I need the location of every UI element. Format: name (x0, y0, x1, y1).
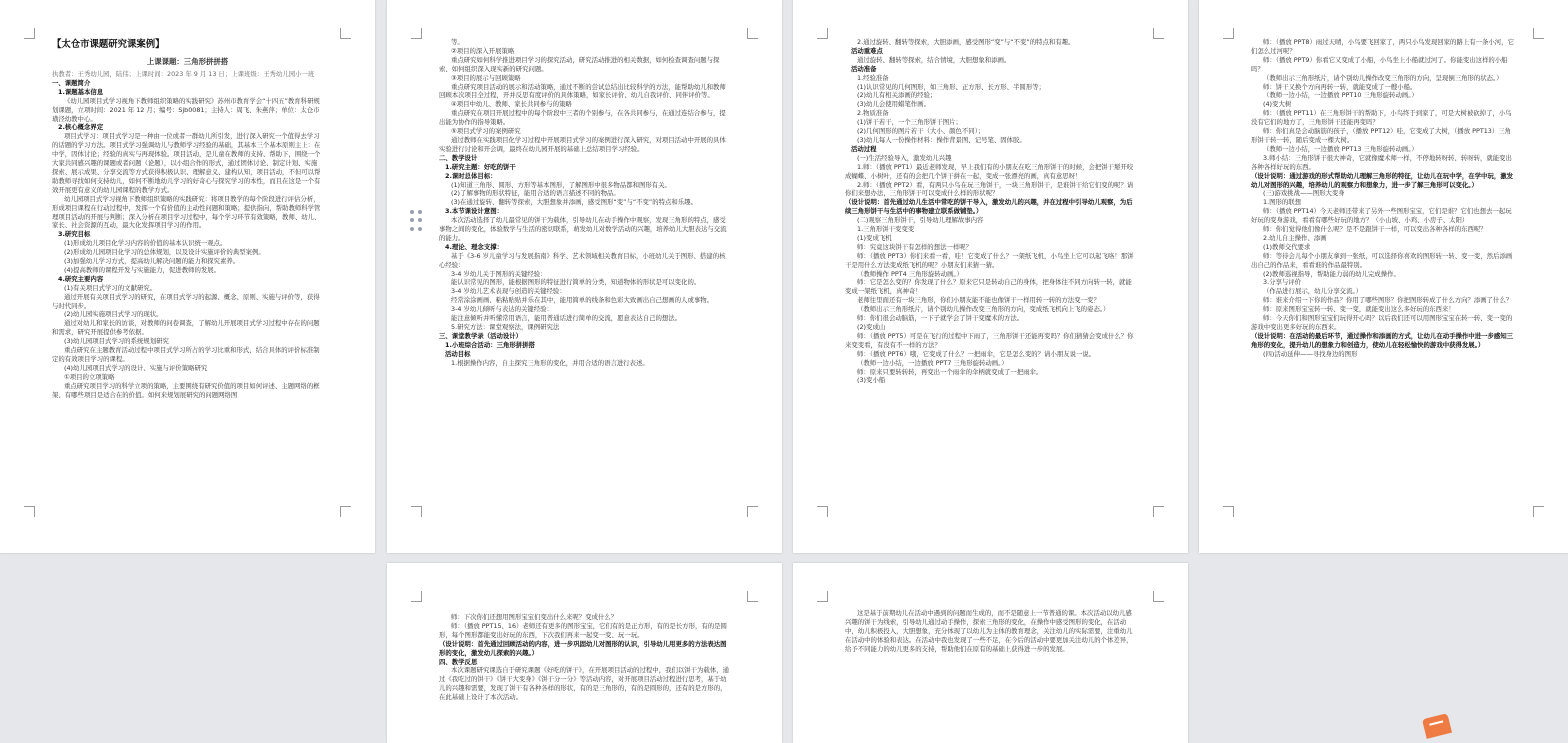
paragraph: (1)教师交代要求 (1263, 242, 1311, 251)
paragraph: 4.研究主要内容 (58, 274, 104, 283)
paragraph: (三)游戏挑战——图形大变身 (1263, 189, 1345, 198)
paragraph: 师：（播放 PPT8）雨过天晴，小鸟要飞回家了，两只小鸟发现回家的路上有一条小河，它们怎么过河呢？ (1251, 38, 1514, 55)
paragraph: 师：原来只要转转转，再变出一个雨伞的伞柄就变成了一把雨伞。 (857, 367, 1043, 376)
paragraph: 师：它是怎么变的？你发现了什么？原来它只是转动自己的身体，把身体往不同方向转一转，就能变成一架纸飞机，真神奇！ (845, 278, 1132, 296)
paragraph: 1.图形的联想 (1263, 198, 1302, 207)
paragraph: (3)幼儿会使用蜡笔作画。 (857, 100, 930, 109)
paragraph: 师：等待会儿每个小朋友拿到一张纸，可以选择你喜欢的图形转一转、变一变，然后添画出自己的作品来，看看谁的作品最特别。 (1251, 251, 1513, 269)
paragraph: 3-4 岁幼儿关于图形的关键经验： (451, 269, 547, 278)
paragraph: 能注意倾听并听懂常用语言，能用普通话进行简单的交流，愿意表达自己的想法。 (451, 314, 682, 323)
paragraph: (2)形成幼儿园项目化学习的总体规划，以及设计实施评价的典型案例。 (64, 248, 265, 257)
paragraph: 四、教学反思 (439, 657, 478, 666)
paragraph: (4)提高教师的课程开发与实施能力，促进教师的发展。 (64, 265, 221, 274)
paragraph: (四)活动延伸——寻找身边的图形 (1263, 349, 1358, 358)
paragraph: 通过教师在实践项目化学习过程中开展项目式学习的案例进行深入研究，对项目活动中开展的具体实验进行讨论和开会调，最终在幼儿园开展的基础上总结项目学习经验。 (439, 135, 726, 153)
paragraph: 三、课堂教学录（活动设计） (439, 331, 523, 340)
paragraph: 经常涂涂画画、粘粘贴贴并乐在其中，能用简单的线条和色彩大致画出自己想画的人或事物。 (451, 296, 714, 305)
paragraph: 师：（播放 PPT11）在三角形饼干的帮助下，小鸟终于到家了，可是大树被砍掉了，小鸟没有它们的地方了，三角形饼干还能再变吗？ (1251, 109, 1512, 127)
paragraph: 二、教学设计 (439, 153, 478, 162)
paragraph: (3)幼儿园项目式学习的系统规划研究 (64, 337, 169, 346)
paragraph: （设计说明：在活动的最后环节，通过操作和添画的方式，让幼儿在动手操作中进一步感知三角形的变化，提升幼儿的想象力和创造力，使幼儿在轻松愉快的游戏中获得发展。） (1251, 331, 1514, 349)
paragraph: （教师操作 PPT4 三角形旋转动画。） (857, 269, 964, 278)
paragraph: 上课课题：三角形拼拼搭 (146, 57, 229, 66)
paragraph: 师：（播放 PPT14）今天老师还带来了另外一些图形宝宝，它们是谁？它们也想去一起玩好玩的变身游戏，看看有哪些好玩的地方？（小山坡、小鸡、小房子、太阳） (1251, 207, 1512, 225)
paragraph: （作品进行展示，幼儿分享交流。） (1263, 287, 1363, 296)
paragraph: （教师一边小结，一边播放 PPT13 三角形旋转动画。） (1263, 144, 1418, 153)
paragraph: 1.师：（播放 PPT1）最近老师发现，早上我们有的小朋友在吃三角形饼干的时候，会把饼干掰开咬成蝴蝶、小树叶，还有的会把几个饼干拼在一起，变成一张漂亮的画，真有意思呀！ (845, 162, 1134, 180)
paragraph: (3)加强幼儿学习方式，提高幼儿解决问题的能力和探究素养。 (64, 257, 240, 266)
page-content (439, 613, 730, 702)
paragraph: (二)观察三角形饼干，引导幼儿理解故事内容 (857, 216, 984, 225)
page-content (845, 609, 1136, 654)
document-page-6 (793, 563, 1188, 743)
paragraph: 活动准备 (851, 64, 877, 73)
paragraph: ④项目中幼儿、教师、家长共同参与的策略 (451, 100, 572, 109)
paragraph: 3-4 岁幼儿倾听与表达的关键经验： (451, 305, 553, 314)
paragraph: （设计说明：首先通过回顾活动的内容，进一步巩固幼儿对图形的认识，引导幼儿用更多的方法表达图形的变化，激发幼儿探索的兴趣。） (439, 639, 727, 657)
drag-handle-icon[interactable] (410, 210, 422, 232)
floating-app-icon[interactable] (1422, 713, 1452, 739)
paragraph: 老师往里面还有一块三角形，你们小朋友能不能也像饼干一样用转一转的方法变一变？ (857, 296, 1100, 305)
paragraph: (2)几何图形的图片若干（大小、颜色不同）； (857, 127, 985, 136)
paragraph: 3.本节课设计意图： (445, 207, 503, 216)
paragraph: 1.三角形饼干变变变 (857, 225, 915, 234)
paragraph: 师：今天你们和图形宝宝们玩得开心吗？以后我们还可以用图形宝宝在转一转、变一变的游戏中变出更多好玩的东西来。 (1251, 314, 1513, 331)
paragraph: 师：（播放 PPT6）哦，它变成了什么？一把雨伞，它是怎么变的？请小朋友说一说。 (857, 349, 1096, 358)
paragraph: 重点研究项目学习的科学立项的策略，主要围绕有研究价值的项目如何评述、主题网络的框架、有哪些项目是适合在的价值。如何来规划展研究的问题网络图 (52, 381, 320, 399)
paragraph: (1)认识常见的几何图形，如三角形、正方形、长方形、半圆形等； (857, 82, 1045, 91)
paragraph: ⑤项目式学习的案例研究 (451, 127, 521, 136)
paragraph: 师：你们真是会动脑筋的孩子，（播放 PPT12）哇，它变成了大树，（播放 PPT13）三角形饼干转一转，随后变成一棵大树。 (1251, 127, 1512, 144)
paragraph: 能认识常见的图形，能根据图形的特征进行简单的分类，知道物体的形状是可以变化的。 (451, 278, 701, 287)
paragraph: 项目式学习：项目式学习是一种由一位或者一群幼儿所引发，进行深入研究一个值得去学习的话题的学习方法。项目式学习强调幼儿与教师学习经验的基础，其基本三个基本原则主上：在中学，因体讨论；经验的真实与再现体验。项目活动，是儿童在教师的支持、帮助下，围绕一个大家共同感兴趣的课题或者问题（论题），以小组合作的形式，通过团体讨论、制定计划、实施探索、展示成果、分享交流等方式获得积极认识、理解意义、建构认知，项目活动，不但可以帮助教师寻找如何支持幼儿，如何不断地幼儿学习的好奇心与探究学习的本性，而且在这是一个有效开展更有意义的幼儿园课程的教学方式。 (52, 132, 321, 194)
paragraph: 2.师：（播放 PPT2）看，有两只小鸟在玩三角饼干，一块三角形饼干，是谁饼干给它们变的呢？请你们来想办法，三角形饼干可以变成什么样的形状呢？ (845, 180, 1134, 198)
paragraph: （教师一边小结，一边播放 PPT7 三角形旋转动画。） (857, 358, 1008, 367)
page-content (439, 38, 730, 368)
paragraph: 基于《3-6 岁儿童学习与发展指南》科学、艺术领域相关教育目标，小班幼儿关于图形、搭建的核心经验： (439, 251, 726, 269)
paragraph: 1.小班综合活动：三角形拼拼搭 (445, 340, 535, 349)
paragraph: 通过旋转、翻转等探索，结合情境，大胆想象和添画。 (857, 55, 1011, 64)
document-page-2 (387, 0, 782, 553)
paragraph: 3.分享与评价 (1263, 278, 1302, 287)
paragraph: (2)变成山 (857, 323, 886, 331)
paragraph: 4.理论、理念支撑： (445, 242, 503, 251)
paragraph: 重点研究如何科学推进项目学习的探究活动，研究活动推进的相关数据，如何检查调查问题与探索、如何组织深入现实新的研究问题。 (439, 55, 720, 73)
paragraph: 师：（播放 PPT3）你们来看一看，哇！它变成了什么？一架纸飞机，小鸟坐上它可以起飞咯！那饼干是用什么方法变成纸飞机的呢？小朋友们来猜一猜。 (845, 251, 1134, 269)
paragraph: 这是基于前期幼儿在活动中遇到的问题而生成的，而不是随意上一节普通的课。本次活动以幼儿感兴趣的饼干为线索，引导幼儿通过动手操作，探索三角形的变化，在操作中感受图形的变化，在活动中，幼儿积极投入，大胆想象，充分体现了以幼儿为主体的教育理念，关注幼儿的实际需要，注重幼儿在活动中的体验和表达。在活动中我也发现了一些不足，在今后的活动中要更加关注幼儿的个体差异，给予不同能力的幼儿更多的支持，帮助他们在原有的基础上获得进一步的发展。 (845, 609, 1133, 653)
paragraph: 2.物质准备 (857, 109, 889, 118)
paragraph: 1.根据操作内容，自主探究三角形的变化，并用合适的语言进行表述。 (451, 358, 649, 367)
paragraph: ②项目的深入开展策略 (451, 46, 515, 55)
page-content (845, 38, 1136, 385)
document-page-1 (0, 0, 375, 553)
paragraph: 活动重难点 (851, 46, 883, 55)
paragraph: （教师出示三角形纸片，请个别幼儿操作改变三角形的方向，变成纸飞机向上飞的姿态。） (857, 305, 1110, 314)
paragraph: (2)幼儿有相关添画的经验； (857, 91, 937, 100)
paragraph: 活动过程 (851, 144, 877, 153)
paragraph: 执教者：王秀幼儿园，陆伟；上课时间：2023 年 9 月 13 日；上课班级：王秀幼儿园小一班 (52, 70, 315, 78)
paragraph: 等。 (451, 38, 464, 46)
paragraph: 师：你们很会动脑筋，一下子就学会了饼干变魔术的方法。 (857, 314, 1024, 323)
paragraph: 师：原来图形宝宝转一转、变一变，就能变出这么多好玩的东西来！ (1263, 305, 1455, 314)
paragraph: (1)形成幼儿项目化学习内容的价值的基本认识统一观点。 (64, 239, 227, 248)
paragraph: (1)变成飞机 (857, 233, 892, 242)
document-page-4 (1199, 0, 1568, 553)
paragraph: 本次课题研究课选自于研究课题《好吃的饼干》，在开展项目活动的过程中，我们以饼干为载体，通过《我吃过的饼干》《饼干大变身》《饼干分一分》等活动内容，对开展项目活动过程进行思考，基于幼儿的兴趣和需要，发现了饼干有各种各样的形状，有的是三角形的，有的是圆形的，还有的是方形的，在此基础上设计了本次活动。 (439, 666, 729, 702)
paragraph: (4)变大树 (1263, 100, 1292, 109)
paragraph: (3)在通过旋转、翻转等探索，大胆想象并添画，感受图形“变”与“不变”的特点和乐趣。 (451, 198, 697, 207)
paragraph: 师：（播放 PPT9）你看它又变成了小船，小鸟坐上小船就过河了。你能变出这样的小船吗？ (1251, 55, 1508, 73)
paragraph: (2)了解事物的形状特征，能用合适的语言描述不同的物品。 (451, 189, 620, 198)
paragraph: 通过对幼儿和家长的访谈，对教师的问卷调查，了解幼儿开展项目式学习过程中存在的问题和需求，研究开展提供参考依据。 (52, 319, 320, 337)
paragraph: 1.研究主题：好吃的饼干 (445, 162, 516, 171)
paragraph: 5.研究方法：课堂观察法，课例研究法 (451, 323, 560, 331)
paragraph: 活动目标 (445, 349, 471, 358)
paragraph: 重点研究在主题教育活动过程中项目式学习所占的学习比重和形式，结合具体的评价标准制定的有效项目学习的课程。 (52, 346, 320, 363)
paragraph: 师：你们觉得他们像什么呢？是不是跟饼干一样，可以变出各种各样的东西呢？ (1263, 225, 1487, 234)
paragraph: 幼儿园项目式学习视角下教师组织策略的实践研究：将项目教学的每个阶段进行评估分析，形成项目课程在行动过程中，发挥一个有价值的主动性问题和策略；提供指向，帮助教师科学管理项目活动的开展与判断；深入分析在项目学习过程中，每个学习环节有效策略，教师、幼儿、家长、社会资源的互动，最大化发挥项目学习的作用。 (52, 194, 321, 230)
paragraph: (3)幼儿每人一份操作材料：操作背景图、记号笔、固体胶。 (857, 135, 1026, 144)
paragraph: 一、课题简介 (52, 78, 91, 87)
paragraph: 3.研究目标 (58, 230, 91, 239)
paragraph: 3-4 岁幼儿艺术表现与创造的关键经验： (451, 287, 566, 296)
paragraph: (1)知道三角形、圆形、方形等基本图形，了解图形中很多物品都和图形有关。 (451, 180, 671, 189)
paragraph: 重点研究在项目开展过程中的每个阶段中三者的个别参与，在各共同参与，在通过连结合参与，提出能为协作的指导策略。 (439, 109, 726, 127)
paragraph: 本次活动选择了幼儿最常见的饼干为载体，引导幼儿在动手操作中观察，发现三角形的特点，感受事物之间的变化，体验数学与生活的密切联系，萌发幼儿对数学活动的兴趣，培养幼儿大胆表达与交流的能力。 (439, 216, 727, 242)
paragraph: 师：下次你们还想用图形宝宝们变出什么来呢？变成什么？ (451, 613, 618, 621)
paragraph: 【太仓市课题研究课案例】 (52, 39, 165, 50)
document-page-5 (387, 563, 782, 743)
paragraph: 师：（播放 PPT15、16）老师还有更多的图形宝宝，它们有的是正方形，有的是长方形，有的是圆形，每个图形都能变出好玩的东西，下次我们再来一起变一变、玩一玩。 (439, 621, 727, 639)
paragraph: (4)幼儿园项目式学习的设计、实施与评价策略研究 (64, 363, 208, 372)
paragraph: （教师一边小结，一边播放 PPT10 三角形旋转动画。） (1263, 91, 1418, 100)
page-content (1251, 38, 1516, 359)
paragraph: 1.经验准备 (857, 73, 889, 82)
paragraph: (2)幼儿园实施项目式学习的现状。 (64, 310, 163, 319)
paragraph: ①项目的立项策略 (64, 372, 115, 381)
paragraph: 通过开展有关项目式学习的研究，在项目式学习的起源、概念、原则、实施与评价等，获得与时代同步。 (52, 292, 320, 310)
page-content (52, 38, 323, 400)
paragraph: 2.核心概念界定 (58, 123, 104, 132)
paragraph: (3)变小船 (857, 376, 886, 385)
paragraph: 2.课时总体目标： (445, 171, 497, 180)
paragraph: (1)饼干若干，一个三角形饼干图片； (857, 118, 962, 127)
paragraph: 师：究竟这块饼干有怎样的想法一样呢？ (857, 242, 973, 251)
paragraph: 3.师小结：三角形饼干很大神奇，它就像魔术师一样，不停地转呀转、转呀转，就能变出各种各样好玩的东西。 (1251, 153, 1512, 171)
paragraph: (一)生活经验导入，激发幼儿兴趣 (857, 153, 952, 162)
paragraph: 《幼儿园项目式学习视角下教师组织策略的实践研究》苏州市教育学会“十四五”教育科研规划课题，立项时间：2021 年 12 月；编号：Sjb0081；主持人：周飞、朱燕萍；单位：太仓市璜泾幼教中心。 (52, 96, 320, 123)
paragraph: 师：（播放 PPT5）可是在飞行的过程中下雨了，三角形饼干还能再变吗？你们猜猜会变成什么？你来变变看，有没有不一样的方法？ (845, 331, 1134, 349)
document-page-3 (793, 0, 1188, 553)
paragraph: ③项目的展示与回顾策略 (451, 73, 521, 82)
paragraph: 1.课题基本信息 (58, 87, 104, 96)
paragraph: 2.通过旋转、翻转等探索，大胆添画，感受图形“变”与“不变”的特点和有趣。 (857, 38, 1075, 46)
paragraph: 重点研究项目活动的展示和活动策略，通过不断的尝试总结出比较科学的方法，能帮助幼儿和教师回顾本次项目全过程，开并反思有度评价的具体策略，如家长评价、幼儿自我评价、同伴评价等。 (439, 82, 726, 100)
paragraph: （设计说明：通过游戏的形式帮助幼儿理解三角形的特征，让幼儿在玩中学，在学中玩，激发幼儿对图形的兴趣，培养幼儿的观察力和想象力，进一步了解三角形可以变化。） (1251, 171, 1514, 189)
paragraph: 师：谁来介绍一下你的作品？你用了哪些图形？你把图形转成了什么方向？添画了什么？ (1263, 296, 1513, 305)
paragraph: （教师出示三角形纸片，请个别幼儿操作改变三角形的方向，呈现倒三角形的状态。） (1263, 73, 1503, 82)
paragraph: 师：饼干又换个方向再转一转，就能变成了一艘小船。 (1263, 82, 1417, 91)
paragraph: (1)有关项目式学习的文献研究。 (64, 283, 157, 292)
paragraph: （设计说明：首先通过幼儿生活中常吃的饼干导入，激发幼儿的兴趣，并在过程中引导幼儿观察，为后续三角形饼干与生活中的事物建立联系做铺垫。） (845, 198, 1133, 216)
paragraph: (2)教师巡视指导，帮助能力弱的幼儿完成操作。 (1263, 269, 1400, 278)
paragraph: 2.幼儿自主操作、添画 (1263, 233, 1327, 242)
